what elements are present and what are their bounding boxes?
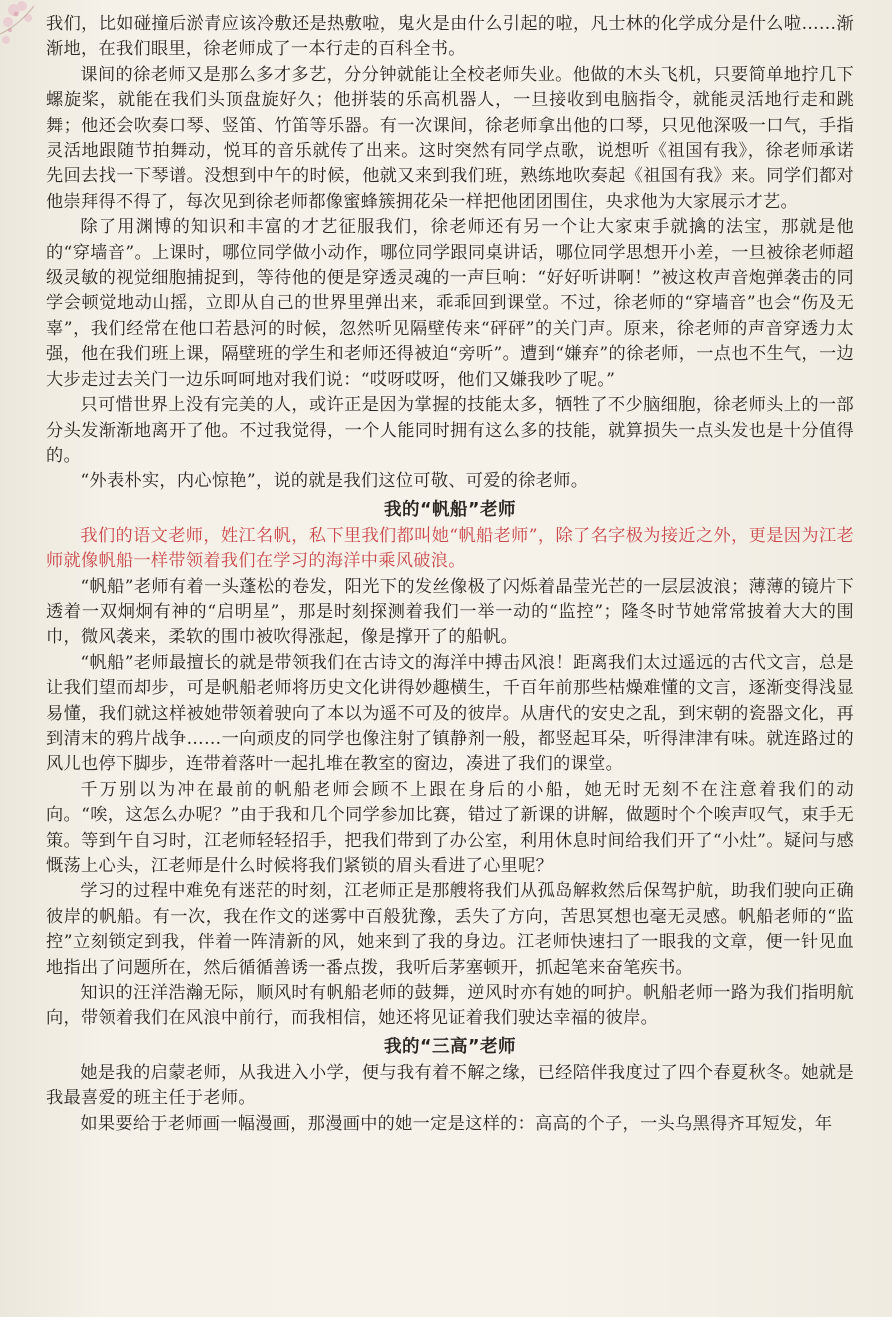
paragraph: 学习的过程中难免有迷茫的时刻，江老师正是那艘将我们从孤岛解救然后保驾护航，助我们驶向正确彼岸的帆船。有一次，我在作文的迷雾中百般犹豫，丢失了方向，苦思冥想也毫无灵感。帆船老师的“监控”立刻锁定到我，伴着一阵清新的风，她来到了我的身边。江老师快速扫了一眼我的文章，便一针见血地指出了问题所在，然后循循善诱一番点拨，我听后茅塞顿开，抓起笔来奋笔疾书。 [46,881,854,978]
section-title: 我的“三高”老师 [383,1036,516,1057]
paragraph: 只可惜世界上没有完美的人，或许正是因为掌握的技能太多，牺牲了不少脑细胞，徐老师头上的一部分头发渐渐地离开了他。不过我觉得，一个人能同时拥有这么多的技能，就算损失一点头发也是十分值得的。 [46,395,854,466]
paragraph: “帆船”老师有着一头蓬松的卷发，阳光下的发丝像极了闪烁着晶莹光芒的一层层波浪；薄薄的镜片下透着一双炯炯有神的“启明星”，那是时刻探测着我们一举一动的“监控”；隆冬时节她常常披着大大的围巾，微风袭来，柔软的围巾被吹得涨起，像是撑开了的船帆。 [46,576,854,648]
paragraph: 我们，比如碰撞后淤青应该冷敷还是热敷啦，鬼火是由什么引起的啦，凡士林的化学成分是什么啦……渐渐地，在我们眼里，徐老师成了一本行走的百科全书。 [46,14,854,60]
article-body [46,12,854,1137]
paragraph: 除了用渊博的知识和丰富的才艺征服我们，徐老师还有另一个让大家束手就擒的法宝，那就是他的“穿墙音”。上课时，哪位同学做小动作，哪位同学跟同桌讲话，哪位同学思想开小差，一旦被徐老师超级灵敏的视觉细胞捕捉到，等待他的便是穿透灵魂的一声巨响：“好好听讲啊！”被这枚声音炮弹袭击的同学会顿觉地动山摇，立即从自己的世界里弹出来，乖乖回到课堂。不过，徐老师的“穿墙音”也会“伤及无辜”，我们经常在他口若悬河的时候，忽然听见隔壁传来“砰砰”的关门声。原来，徐老师的声音穿透力太强，他在我们班上课，隔壁班的学生和老师还得被迫“旁听”。遭到“嫌弃”的徐老师，一点也不生气，一边大步走过去关门一边乐呵呵地对我们说：“哎呀哎呀，他们又嫌我吵了呢。” [46,217,854,390]
section-title: 我的“帆船”老师 [383,499,516,520]
paragraph: “外表朴实，内心惊艳”，说的就是我们这位可敬、可爱的徐老师。 [80,471,589,492]
paragraph: 如果要给于老师画一幅漫画，那漫画中的她一定是这样的：高高的个子，一头乌黑得齐耳短发，年 [80,1113,833,1134]
paragraph: 课间的徐老师又是那么多才多艺，分分钟就能让全校老师失业。他做的木头飞机，只要简单地拧几下螺旋桨，就能在我们头顶盘旋好久；他拼装的乐高机器人，一旦接收到电脑指令，就能灵活地行走和跳舞；他还会吹奏口琴、竖笛、竹笛等乐器。有一次课间，徐老师拿出他的口琴，只见他深吸一口气，手指灵活地跟随节拍舞动，悦耳的音乐就传了出来。这时突然有同学点歌，说想听《祖国有我》，徐老师承诺先回去找一下琴谱。没想到中午的时候，他就又来到我们班，熟练地吹奏起《祖国有我》来。同学们都对他崇拜得不得了，每次见到徐老师都像蜜蜂簇拥花朵一样把他团团围住，央求他为大家展示才艺。 [46,64,854,212]
paragraph: 千万别以为冲在最前的帆船老师会顾不上跟在身后的小船，她无时无刻不在注意着我们的动向。“唉，这怎么办呢？”由于我和几个同学参加比赛，错过了新课的讲解，做题时个个唉声叹气，束手无策。等到午自习时，江老师轻轻招手，把我们带到了办公室，利用休息时间给我们开了“小灶”。疑问与感慨荡上心头，江老师是什么时候将我们紧锁的眉头看进了心里呢？ [46,779,854,876]
highlighted-paragraph: 我们的语文老师，姓江名帆，私下里我们都叫她“帆船老师”，除了名字极为接近之外，更是因为江老师就像帆船一样带领着我们在学习的海洋中乘风破浪。 [46,525,854,572]
paragraph: “帆船”老师最擅长的就是带领我们在古诗文的海洋中搏击风浪！距离我们太过遥远的古代文言，总是让我们望而却步，可是帆船老师将历史文化讲得妙趣横生，千百年前那些枯燥难懂的文言，逐渐变得浅显易懂，我们就这样被她带领着驶向了本以为遥不可及的彼岸。从唐代的安史之乱，到宋朝的瓷器文化，再到清末的鸦片战争……一向顽皮的同学也像注射了镇静剂一般，都竖起耳朵，听得津津有味。就连路过的风儿也停下脚步，连带着落叶一起扎堆在教室的窗边，凑进了我们的课堂。 [46,652,854,775]
paragraph: 知识的汪洋浩瀚无际，顺风时有帆船老师的鼓舞，逆风时亦有她的呵护。帆船老师一路为我们指明航向，带领着我们在风浪中前行，而我相信，她还将见证着我们驶达幸福的彼岸。 [46,983,854,1029]
paragraph: 她是我的启蒙老师，从我进入小学，便与我有着不解之缘，已经陪伴我度过了四个春夏秋冬。她就是我最喜爱的班主任于老师。 [46,1062,854,1109]
